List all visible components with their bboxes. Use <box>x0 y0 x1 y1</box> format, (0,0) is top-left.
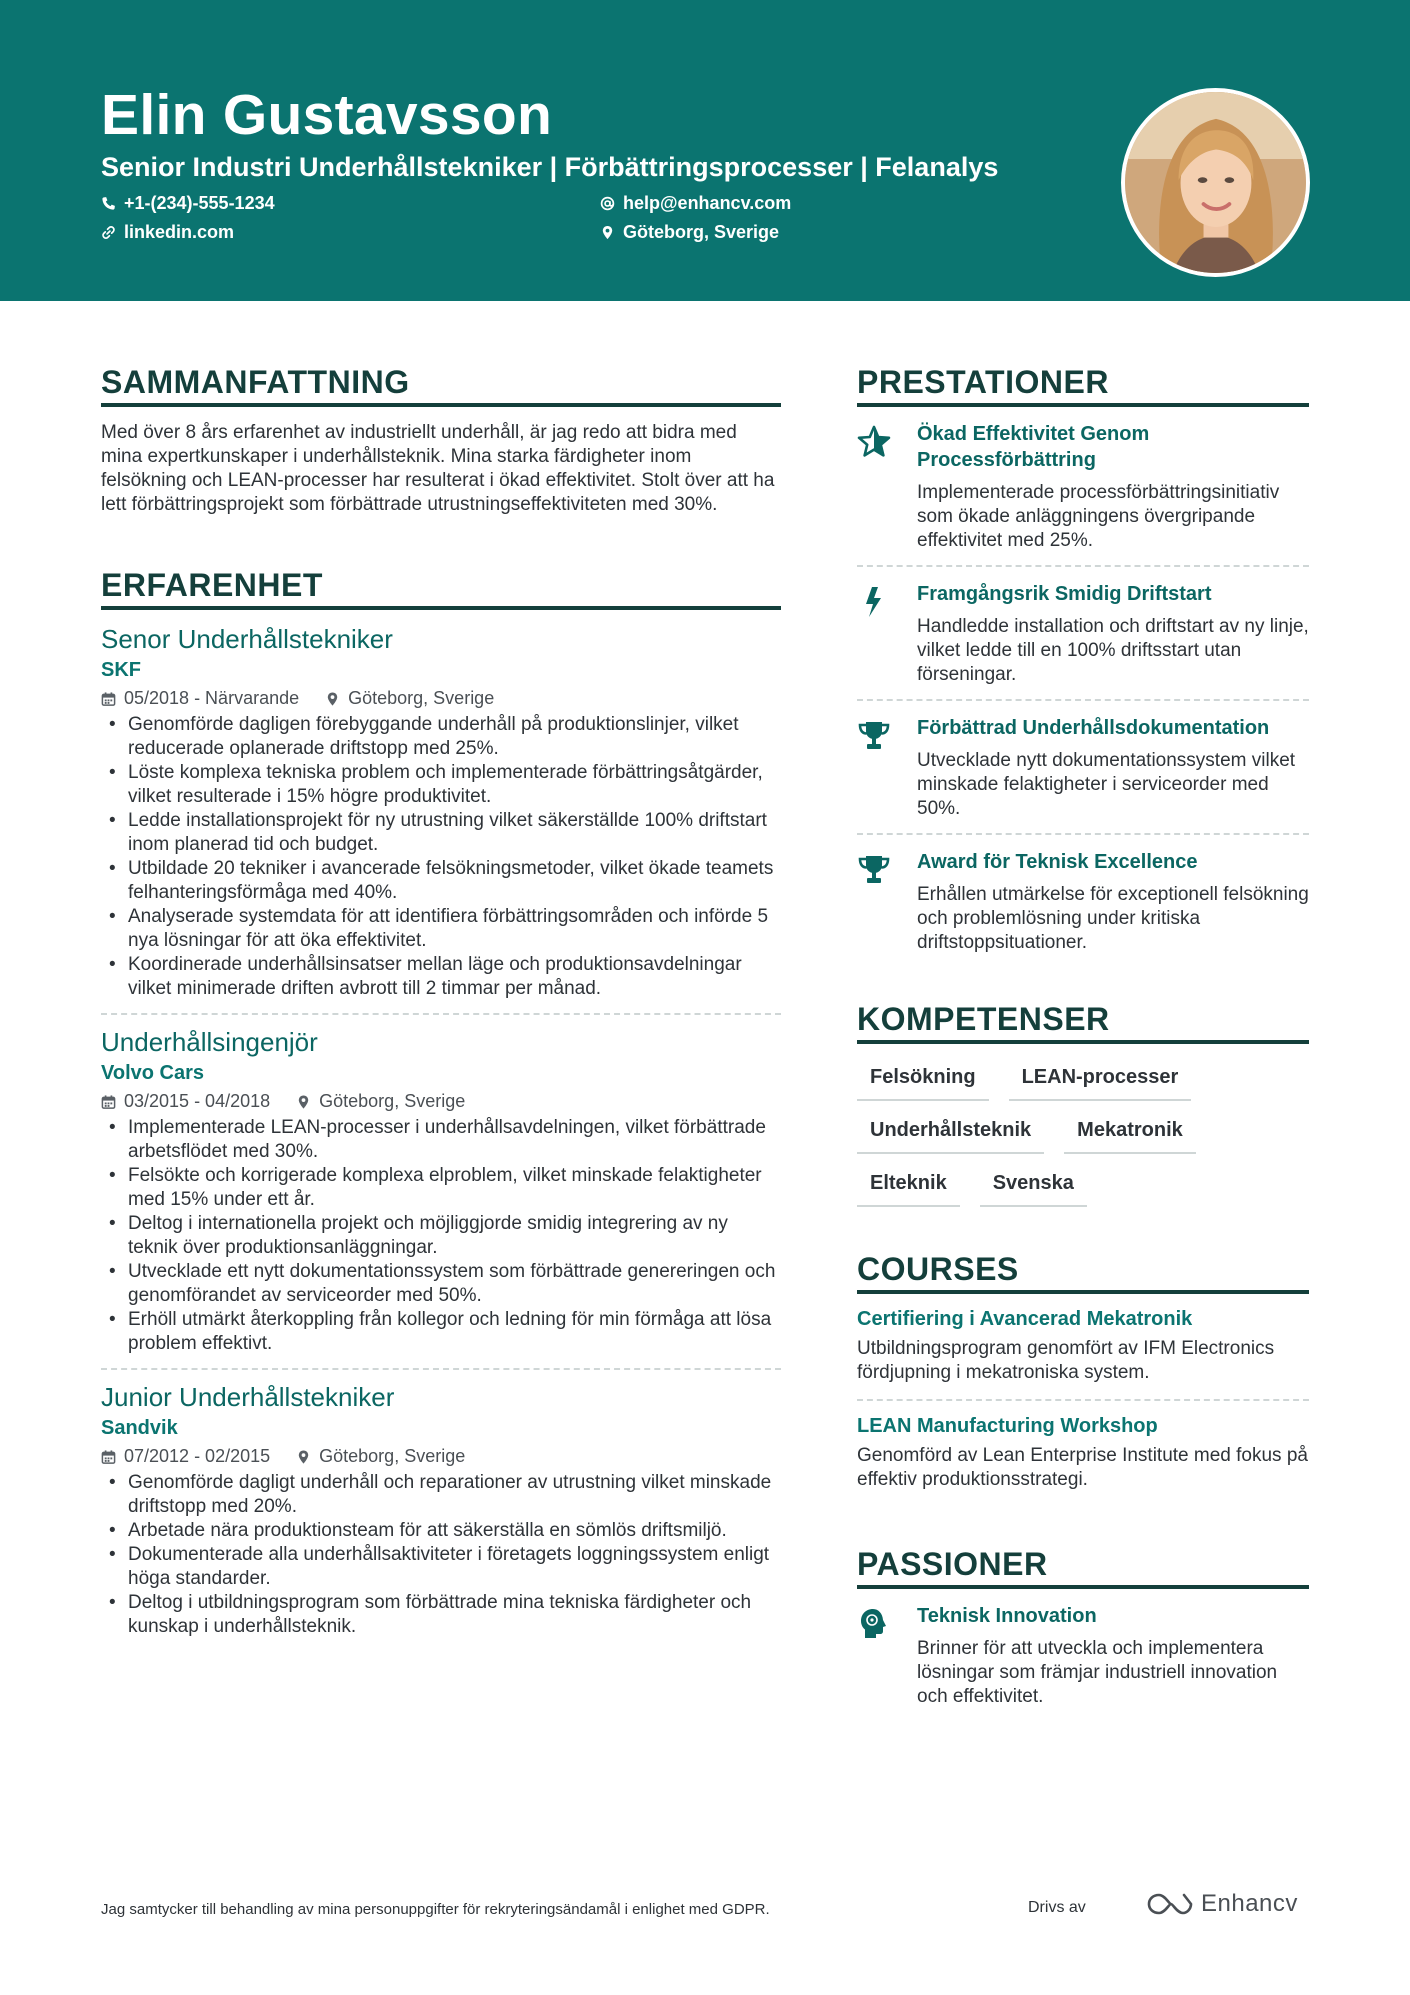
job-entry <box>101 1382 781 1651</box>
job-location: Göteborg, Sverige <box>348 688 495 708</box>
job-bullet: • Utvecklade ett nytt dokumentationssystem som förbättrade genereringen och genomförandet av serviceorder med 50%. <box>101 1260 781 1308</box>
job-bullet: • Löste komplexa tekniska problem och implementerade förbättringsåtgärder, vilket resulterade i 15% högre produktivitet. <box>101 761 781 809</box>
achievement-desc: Implementerade processförbättringsinitiativ som ökade anläggningens övergripande effektivitet med 25%. <box>917 482 1280 551</box>
job-title: Underhållsingenjör <box>101 1027 318 1057</box>
summary-section <box>101 364 781 517</box>
achievement-title: Award för Teknisk Excellence <box>917 851 1198 873</box>
job-meta <box>101 1091 781 1112</box>
achievement-item <box>857 581 1309 701</box>
achievement-desc: Handledde installation och driftstart av ny linje, vilket ledde till en 100% driftsstart utan förseningar. <box>917 616 1309 685</box>
skills-heading: KOMPETENSER <box>857 1001 1309 1044</box>
experience-section <box>101 567 781 1651</box>
passions-heading: PASSIONER <box>857 1546 1309 1589</box>
job-bullet: • Analyserade systemdata för att identifiera förbättringsområden och införde 5 nya lösningar för att öka effektivitet. <box>101 905 781 953</box>
contact-location <box>600 222 779 243</box>
profile-photo <box>1121 88 1310 277</box>
enhancv-logo[interactable] <box>1147 1890 1298 1918</box>
job-bullet: • Implementerade LEAN-processer i underhållsavdelningen, vilket förbättrade arbetsflödet med 30%. <box>101 1116 781 1164</box>
course-desc: Genomförd av Lean Enterprise Institute med fokus på effektiv produktionsstrategi. <box>857 1445 1308 1490</box>
skill-tag: LEAN-processer <box>1009 1062 1192 1101</box>
location-text: Göteborg, Sverige <box>623 222 780 242</box>
candidate-name: Elin Gustavsson <box>101 83 553 147</box>
company-name: SKF <box>101 659 141 681</box>
job-bullet: • Arbetade nära produktionsteam för att säkerställa en sömlös driftsmiljö. <box>101 1519 781 1543</box>
right-column <box>857 364 1309 1735</box>
candidate-headline: Senior Industri Underhållstekniker | Förbättringsprocesser | Felanalys <box>101 152 999 182</box>
calendar-icon <box>101 691 116 707</box>
job-location: Göteborg, Sverige <box>319 1446 466 1466</box>
trophy-icon <box>857 853 891 887</box>
job-bullets <box>101 1471 781 1639</box>
linkedin-text: linkedin.com <box>124 222 235 242</box>
job-bullet: • Genomförde dagligen förebyggande underhåll på produktionslinjer, vilket reducerade oplanerade driftstopp med 25%. <box>101 713 781 761</box>
resume-header <box>0 0 1410 301</box>
passion-title: Teknisk Innovation <box>917 1605 1097 1627</box>
company-name: Volvo Cars <box>101 1062 204 1084</box>
brain-icon <box>857 1607 891 1641</box>
job-bullet: • Genomförde dagligt underhåll och reparationer av utrustning vilket minskade driftstopp med 20%. <box>101 1471 781 1519</box>
course-title: Certifiering i Avancerad Mekatronik <box>857 1308 1193 1330</box>
skill-tag: Mekatronik <box>1064 1115 1196 1154</box>
job-dates: 07/2012 - 02/2015 <box>124 1446 271 1466</box>
email-text: help@enhancv.com <box>623 193 792 213</box>
job-entry <box>101 1027 781 1370</box>
achievement-title: Förbättrad Underhållsdokumentation <box>917 717 1270 739</box>
gdpr-consent: Jag samtycker till behandling av mina personuppgifter för rekryteringsändamål i enlighet med GDPR. <box>101 1901 770 1918</box>
calendar-icon <box>101 1094 116 1110</box>
achievement-item <box>857 849 1309 967</box>
achievement-item <box>857 715 1309 835</box>
enhancv-logo-icon <box>1147 1891 1193 1917</box>
job-title: Junior Underhållstekniker <box>101 1382 395 1412</box>
contact-phone[interactable] <box>101 193 275 214</box>
course-title: LEAN Manufacturing Workshop <box>857 1415 1158 1437</box>
passion-desc: Brinner för att utveckla och implementera lösningar som främjar industriell innovation och effektivitet. <box>917 1638 1278 1707</box>
location-pin-icon <box>296 1449 311 1465</box>
job-bullet: • Deltog i utbildningsprogram som förbättrade mina tekniska färdigheter och kunskap i underhållsteknik. <box>101 1591 781 1639</box>
summary-heading: SAMMANFATTNING <box>101 364 781 407</box>
job-bullet: • Ledde installationsprojekt för ny utrustning vilket säkerställde 100% driftstart inom planerad tid och budget. <box>101 809 781 857</box>
achievements-section <box>857 364 1309 967</box>
phone-text: +1-(234)-555-1234 <box>124 193 275 213</box>
job-meta <box>101 688 781 709</box>
achievement-title: Ökad Effektivitet Genom Processförbättring <box>917 423 1150 471</box>
job-dates: 03/2015 - 04/2018 <box>124 1091 271 1111</box>
brand-name: Enhancv <box>1201 1890 1298 1917</box>
course-item <box>857 1308 1309 1401</box>
portrait-image <box>1125 92 1306 273</box>
job-bullet: • Koordinerade underhållsinsatser mellan läge och produktionsavdelningar vilket minimerade driften avbrott till 2 timmar per månad. <box>101 953 781 1001</box>
skill-tag: Elteknik <box>857 1168 960 1207</box>
course-desc: Utbildningsprogram genomfört av IFM Electronics fördjupning i mekatroniska system. <box>857 1338 1275 1383</box>
job-entry <box>101 624 781 1015</box>
job-title: Senor Underhållstekniker <box>101 624 393 654</box>
link-icon <box>101 225 116 240</box>
skill-tag: Felsökning <box>857 1062 989 1101</box>
skills-section <box>857 1001 1309 1207</box>
job-dates: 05/2018 - Närvarande <box>124 688 300 708</box>
job-location: Göteborg, Sverige <box>319 1091 466 1111</box>
experience-heading: ERFARENHET <box>101 567 781 610</box>
summary-text: Med över 8 års erfarenhet av industriellt underhåll, är jag redo att bidra med mina expertkunskaper i underhållsteknik. Mina starka färdigheter inom felsökning och LEAN-processer har resulterat i ökad effektivitet. Stolt över att ha lett förbättringsprojekt som förbättrade utrustningseffektiviteten med 30%. <box>101 422 775 515</box>
job-bullet: • Erhöll utmärkt återkoppling från kollegor och ledning för min förmåga att lösa problem effektivt. <box>101 1308 781 1356</box>
job-meta <box>101 1446 781 1467</box>
job-bullets <box>101 1116 781 1356</box>
location-pin-icon <box>296 1094 311 1110</box>
course-item <box>857 1415 1309 1506</box>
job-bullet: • Dokumenterade alla underhållsaktiviteter i företagets loggningssystem enligt höga standarder. <box>101 1543 781 1591</box>
at-icon <box>600 196 615 211</box>
skill-tag: Svenska <box>980 1168 1087 1207</box>
courses-heading: COURSES <box>857 1251 1309 1294</box>
calendar-icon <box>101 1449 116 1465</box>
contact-email[interactable] <box>600 193 791 214</box>
powered-by-label: Drivs av <box>1028 1899 1086 1916</box>
skill-tag: Underhållsteknik <box>857 1115 1044 1154</box>
job-bullet: • Utbildade 20 tekniker i avancerade felsökningsmetoder, vilket ökade teamets felhanteringsförmåga med 40%. <box>101 857 781 905</box>
skills-list <box>857 1062 1309 1207</box>
achievement-desc: Utvecklade nytt dokumentationssystem vilket minskade felaktigheter i serviceorder med 50%. <box>917 750 1296 819</box>
trophy-icon <box>857 719 891 753</box>
star-icon <box>857 425 891 459</box>
job-bullets <box>101 713 781 1001</box>
bolt-icon <box>857 585 891 619</box>
location-pin-icon <box>600 225 615 240</box>
achievement-title: Framgångsrik Smidig Driftstart <box>917 583 1212 605</box>
achievement-desc: Erhållen utmärkelse för exceptionell felsökning och problemlösning under kritiska driftstoppsituationer. <box>917 884 1309 953</box>
contact-linkedin[interactable] <box>101 222 234 243</box>
courses-section <box>857 1251 1309 1506</box>
phone-icon <box>101 196 116 211</box>
passions-section <box>857 1546 1309 1721</box>
achievements-heading: PRESTATIONER <box>857 364 1309 407</box>
left-column <box>101 364 781 1663</box>
passion-item <box>857 1603 1309 1721</box>
company-name: Sandvik <box>101 1417 178 1439</box>
location-pin-icon <box>325 691 340 707</box>
job-bullet: • Deltog i internationella projekt och möjliggjorde smidig integrering av ny teknik över produktionsanläggningar. <box>101 1212 781 1260</box>
achievement-item <box>857 421 1309 567</box>
job-bullet: • Felsökte och korrigerade komplexa elproblem, vilket minskade felaktigheter med 15% under ett år. <box>101 1164 781 1212</box>
